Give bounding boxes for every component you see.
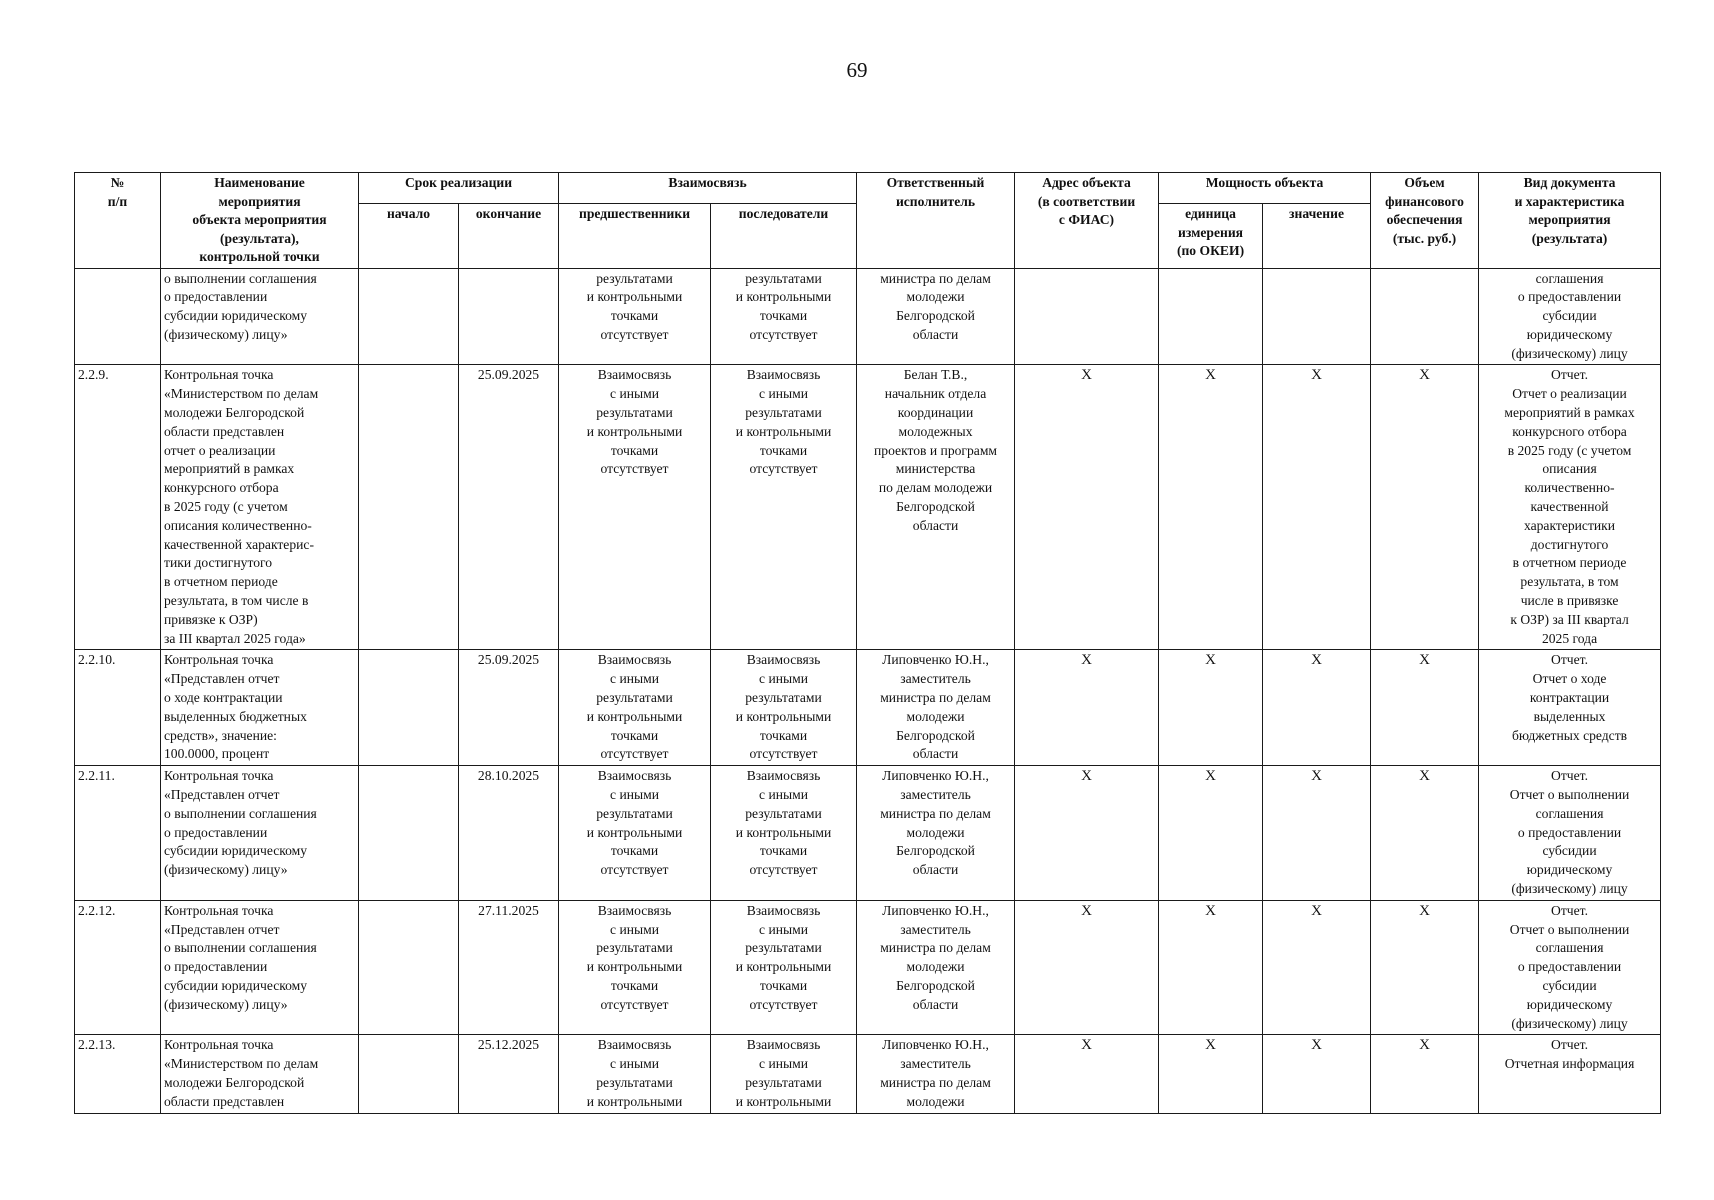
row-doc: соглашения о предоставлении субсидии юридическому (физическому) лицу bbox=[1479, 268, 1661, 365]
row-doc: Отчет. Отчет о ходе контрактации выделенных бюджетных средств bbox=[1479, 650, 1661, 766]
row-start bbox=[359, 268, 459, 365]
row-executor: Липовченко Ю.Н., заместитель министра по делам молодежи bbox=[857, 1035, 1015, 1113]
row-finance: X bbox=[1371, 365, 1479, 650]
row-address: X bbox=[1015, 650, 1159, 766]
header-unit: единица измерения (по ОКЕИ) bbox=[1159, 204, 1263, 268]
row-start bbox=[359, 365, 459, 650]
row-executor: министра по делам молодежи Белгородской области bbox=[857, 268, 1015, 365]
header-end: окончание bbox=[459, 204, 559, 268]
row-name: Контрольная точка «Представлен отчет о выполнении соглашения о предоставлении субсидии юридическому (физическому) лицу» bbox=[161, 766, 359, 901]
row-no: 2.2.11. bbox=[75, 766, 161, 901]
row-executor: Липовченко Ю.Н., заместитель министра по делам молодежи Белгородской области bbox=[857, 900, 1015, 1035]
header-start: начало bbox=[359, 204, 459, 268]
row-predecessors: Взаимосвязь с иными результатами и контрольными точками отсутствует bbox=[559, 900, 711, 1035]
header-doc: Вид документа и характеристика мероприятия (результата) bbox=[1479, 173, 1661, 269]
row-predecessors: результатами и контрольными точками отсутствует bbox=[559, 268, 711, 365]
row-successors: Взаимосвязь с иными результатами и контрольными bbox=[711, 1035, 857, 1113]
header-executor: Ответственный исполнитель bbox=[857, 173, 1015, 269]
table-row bbox=[75, 766, 1661, 901]
row-end: 28.10.2025 bbox=[459, 766, 559, 901]
row-unit bbox=[1159, 268, 1263, 365]
row-name: Контрольная точка «Представлен отчет о ходе контрактации выделенных бюджетных средств», значение: 100.0000, процент bbox=[161, 650, 359, 766]
row-no bbox=[75, 268, 161, 365]
row-address: X bbox=[1015, 1035, 1159, 1113]
row-start bbox=[359, 650, 459, 766]
table-row bbox=[75, 365, 1661, 650]
table-row bbox=[75, 900, 1661, 1035]
header-address: Адрес объекта (в соответствии с ФИАС) bbox=[1015, 173, 1159, 269]
row-address: X bbox=[1015, 365, 1159, 650]
row-doc: Отчет. Отчет о выполнении соглашения о предоставлении субсидии юридическому (физическому) лицу bbox=[1479, 900, 1661, 1035]
row-no: 2.2.9. bbox=[75, 365, 161, 650]
row-start bbox=[359, 766, 459, 901]
row-finance: X bbox=[1371, 1035, 1479, 1113]
header-value: значение bbox=[1263, 204, 1371, 268]
row-unit: X bbox=[1159, 1035, 1263, 1113]
row-value: X bbox=[1263, 365, 1371, 650]
row-start bbox=[359, 1035, 459, 1113]
header-relation: Взаимосвязь bbox=[559, 173, 857, 204]
table-row bbox=[75, 1035, 1661, 1113]
page-number: 69 bbox=[846, 58, 868, 82]
row-predecessors: Взаимосвязь с иными результатами и контрольными bbox=[559, 1035, 711, 1113]
row-doc: Отчет. Отчетная информация bbox=[1479, 1035, 1661, 1113]
row-finance: X bbox=[1371, 766, 1479, 901]
header-successors: последователи bbox=[711, 204, 857, 268]
row-unit: X bbox=[1159, 365, 1263, 650]
row-doc: Отчет. Отчет о реализации мероприятий в рамках конкурсного отбора в 2025 году (с учетом описания количественно- качественной характеристики достигнутого в отчетном периоде результата, в том числе в привязке к ОЗР) за III квартал 2025 года bbox=[1479, 365, 1661, 650]
row-address bbox=[1015, 268, 1159, 365]
row-value: X bbox=[1263, 1035, 1371, 1113]
row-finance bbox=[1371, 268, 1479, 365]
header-predecessors: предшественники bbox=[559, 204, 711, 268]
row-end bbox=[459, 268, 559, 365]
row-end: 25.12.2025 bbox=[459, 1035, 559, 1113]
row-executor: Липовченко Ю.Н., заместитель министра по делам молодежи Белгородской области bbox=[857, 766, 1015, 901]
row-name: Контрольная точка «Представлен отчет о выполнении соглашения о предоставлении субсидии юридическому (физическому) лицу» bbox=[161, 900, 359, 1035]
header-finance: Объем финансового обеспечения (тыс. руб.) bbox=[1371, 173, 1479, 269]
row-successors: Взаимосвязь с иными результатами и контрольными точками отсутствует bbox=[711, 650, 857, 766]
row-executor: Белан Т.В., начальник отдела координации молодежных проектов и программ министерства по делам молодежи Белгородской области bbox=[857, 365, 1015, 650]
row-name: Контрольная точка «Министерством по делам молодежи Белгородской области представлен отчет о реализации мероприятий в рамках конкурсного отбора в 2025 году (с учетом описания количественно- качественной характерис- тики достигнутого в отчетном периоде результата, в том числе в привязке к ОЗР) за III квартал 2025 года» bbox=[161, 365, 359, 650]
row-finance: X bbox=[1371, 650, 1479, 766]
row-doc: Отчет. Отчет о выполнении соглашения о предоставлении субсидии юридическому (физическому) лицу bbox=[1479, 766, 1661, 901]
row-unit: X bbox=[1159, 900, 1263, 1035]
row-predecessors: Взаимосвязь с иными результатами и контрольными точками отсутствует bbox=[559, 650, 711, 766]
row-start bbox=[359, 900, 459, 1035]
row-successors: Взаимосвязь с иными результатами и контрольными точками отсутствует bbox=[711, 766, 857, 901]
row-name: Контрольная точка «Министерством по делам молодежи Белгородской области представлен bbox=[161, 1035, 359, 1113]
row-no: 2.2.10. bbox=[75, 650, 161, 766]
header-no: № п/п bbox=[75, 173, 161, 269]
row-end: 25.09.2025 bbox=[459, 365, 559, 650]
header-name: Наименование мероприятия объекта мероприятия (результата), контрольной точки bbox=[161, 173, 359, 269]
header-period: Срок реализации bbox=[359, 173, 559, 204]
table-row bbox=[75, 650, 1661, 766]
row-finance: X bbox=[1371, 900, 1479, 1035]
row-successors: Взаимосвязь с иными результатами и контрольными точками отсутствует bbox=[711, 365, 857, 650]
row-predecessors: Взаимосвязь с иными результатами и контрольными точками отсутствует bbox=[559, 766, 711, 901]
row-successors: Взаимосвязь с иными результатами и контрольными точками отсутствует bbox=[711, 900, 857, 1035]
row-predecessors: Взаимосвязь с иными результатами и контрольными точками отсутствует bbox=[559, 365, 711, 650]
row-address: X bbox=[1015, 900, 1159, 1035]
row-unit: X bbox=[1159, 650, 1263, 766]
row-no: 2.2.13. bbox=[75, 1035, 161, 1113]
row-end: 27.11.2025 bbox=[459, 900, 559, 1035]
header-capacity: Мощность объекта bbox=[1159, 173, 1371, 204]
table-row bbox=[75, 268, 1661, 365]
row-name: о выполнении соглашения о предоставлении субсидии юридическому (физическому) лицу» bbox=[161, 268, 359, 365]
row-value: X bbox=[1263, 766, 1371, 901]
activities-table bbox=[74, 172, 1661, 1114]
row-value: X bbox=[1263, 650, 1371, 766]
row-value bbox=[1263, 268, 1371, 365]
row-successors: результатами и контрольными точками отсутствует bbox=[711, 268, 857, 365]
row-address: X bbox=[1015, 766, 1159, 901]
row-no: 2.2.12. bbox=[75, 900, 161, 1035]
row-executor: Липовченко Ю.Н., заместитель министра по делам молодежи Белгородской области bbox=[857, 650, 1015, 766]
row-end: 25.09.2025 bbox=[459, 650, 559, 766]
row-unit: X bbox=[1159, 766, 1263, 901]
row-value: X bbox=[1263, 900, 1371, 1035]
table-header bbox=[75, 173, 1661, 269]
